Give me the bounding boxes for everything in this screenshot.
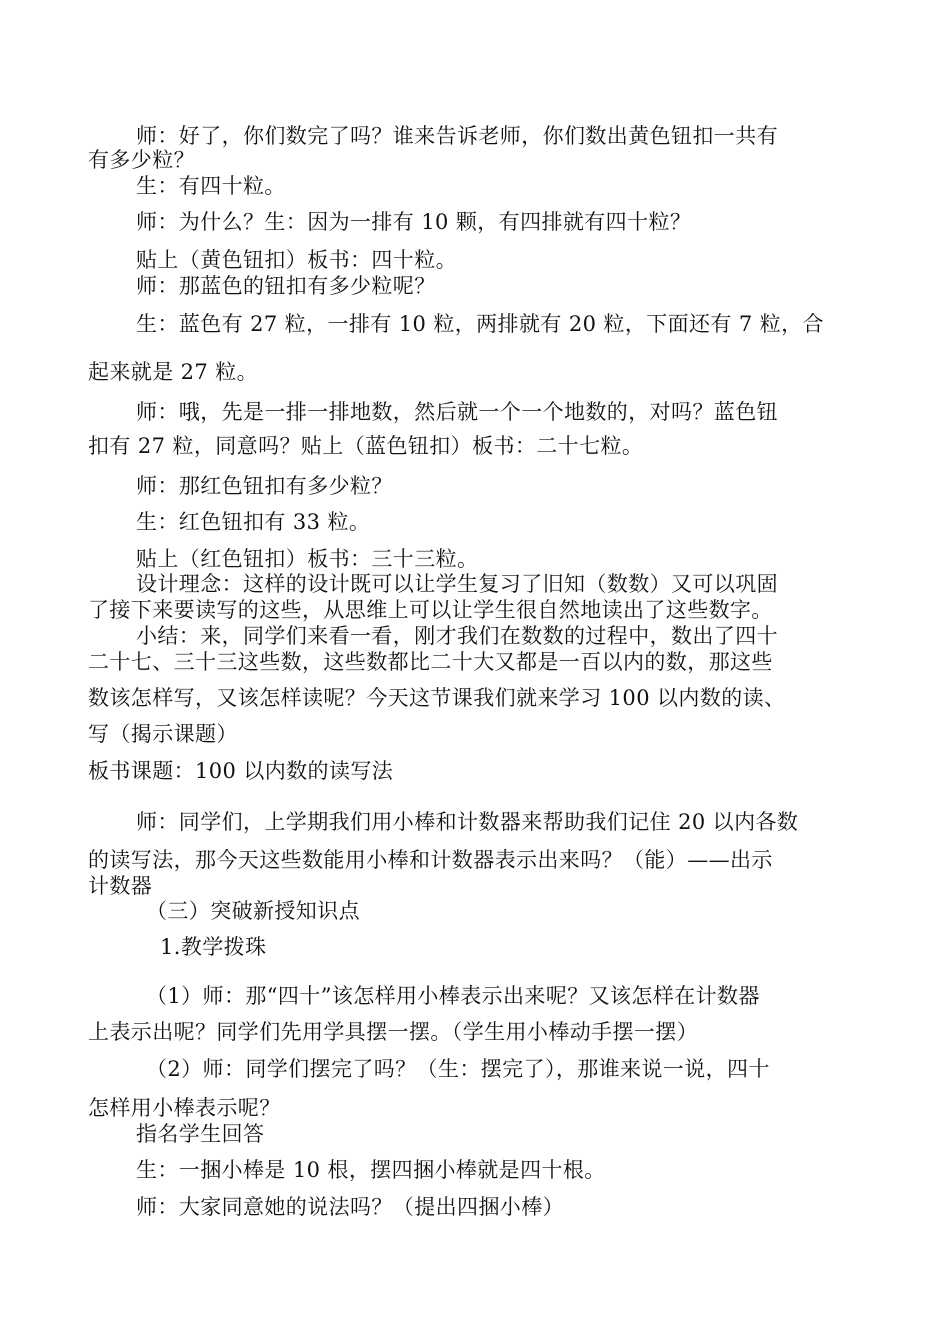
text-line: 写（揭示课题） — [88, 722, 238, 746]
text-line: 设计理念：这样的设计既可以让学生复习了旧知（数数）又可以巩固 — [136, 572, 778, 596]
text-line: 上表示出呢？同学们先用学具摆一摆。（学生用小棒动手摆一摆） — [88, 1020, 699, 1044]
text-line: 的读写法，那今天这些数能用小棒和计数器表示出来吗？（能）——出示 — [88, 848, 773, 872]
text-line: 生：蓝色有 27 粒，一排有 10 粒，两排就有 20 粒，下面还有 7 粒，合 — [136, 312, 824, 336]
text-line: 贴上（红色钮扣）板书：三十三粒。 — [136, 547, 479, 571]
text-line: 师：哦，先是一排一排地数，然后就一个一个地数的，对吗？蓝色钮 — [136, 400, 778, 424]
text-line: 扣有 27 粒，同意吗？贴上（蓝色钮扣）板书：二十七粒。 — [88, 434, 644, 458]
text-line: 二十七、三十三这些数，这些数都比二十大又都是一百以内的数，那这些 — [88, 650, 773, 674]
text-line: （1）师：那“四十”该怎样用小棒表示出来呢？又该怎样在计数器 — [146, 984, 760, 1008]
text-line: 起来就是 27 粒。 — [88, 360, 259, 384]
subsection-heading: 1.教学拨珠 — [160, 935, 267, 959]
text-line: 生：红色钮扣有 33 粒。 — [136, 510, 371, 534]
text-line: 师：为什么？生：因为一排有 10 颗，有四排就有四十粒？ — [136, 210, 692, 234]
text-line: （2）师：同学们摆完了吗？（生：摆完了），那谁来说一说，四十 — [146, 1057, 770, 1081]
text-line: 了接下来要读写的这些，从思维上可以让学生很自然地读出了这些数字。 — [88, 598, 773, 622]
text-line: 师：大家同意她的说法吗？（提出四捆小棒） — [136, 1195, 564, 1219]
text-line: 指名学生回答 — [136, 1122, 265, 1146]
text-line: 有多少粒？ — [88, 148, 195, 172]
text-line: 师：那红色钮扣有多少粒？ — [136, 474, 393, 498]
text-line: 师：同学们，上学期我们用小棒和计数器来帮助我们记住 20 以内各数 — [136, 810, 799, 834]
text-line: 怎样用小棒表示呢？ — [88, 1096, 281, 1120]
text-line: 生：有四十粒。 — [136, 174, 286, 198]
text-line: 师：那蓝色的钮扣有多少粒呢？ — [136, 274, 436, 298]
section-heading: （三）突破新授知识点 — [146, 899, 360, 923]
text-line: 小结：来，同学们来看一看，刚才我们在数数的过程中，数出了四十 — [136, 624, 778, 648]
text-line: 数该怎样写，又该怎样读呢？今天这节课我们就来学习 100 以内数的读、 — [88, 686, 786, 710]
text-line: 贴上（黄色钮扣）板书：四十粒。 — [136, 248, 457, 272]
text-line: 生：一捆小棒是 10 根，摆四捆小棒就是四十根。 — [136, 1158, 606, 1182]
text-line: 板书课题：100 以内数的读写法 — [88, 759, 394, 783]
text-line: 师：好了，你们数完了吗？谁来告诉老师，你们数出黄色钮扣一共有 — [136, 124, 778, 148]
text-line: 计数器 — [88, 874, 153, 898]
